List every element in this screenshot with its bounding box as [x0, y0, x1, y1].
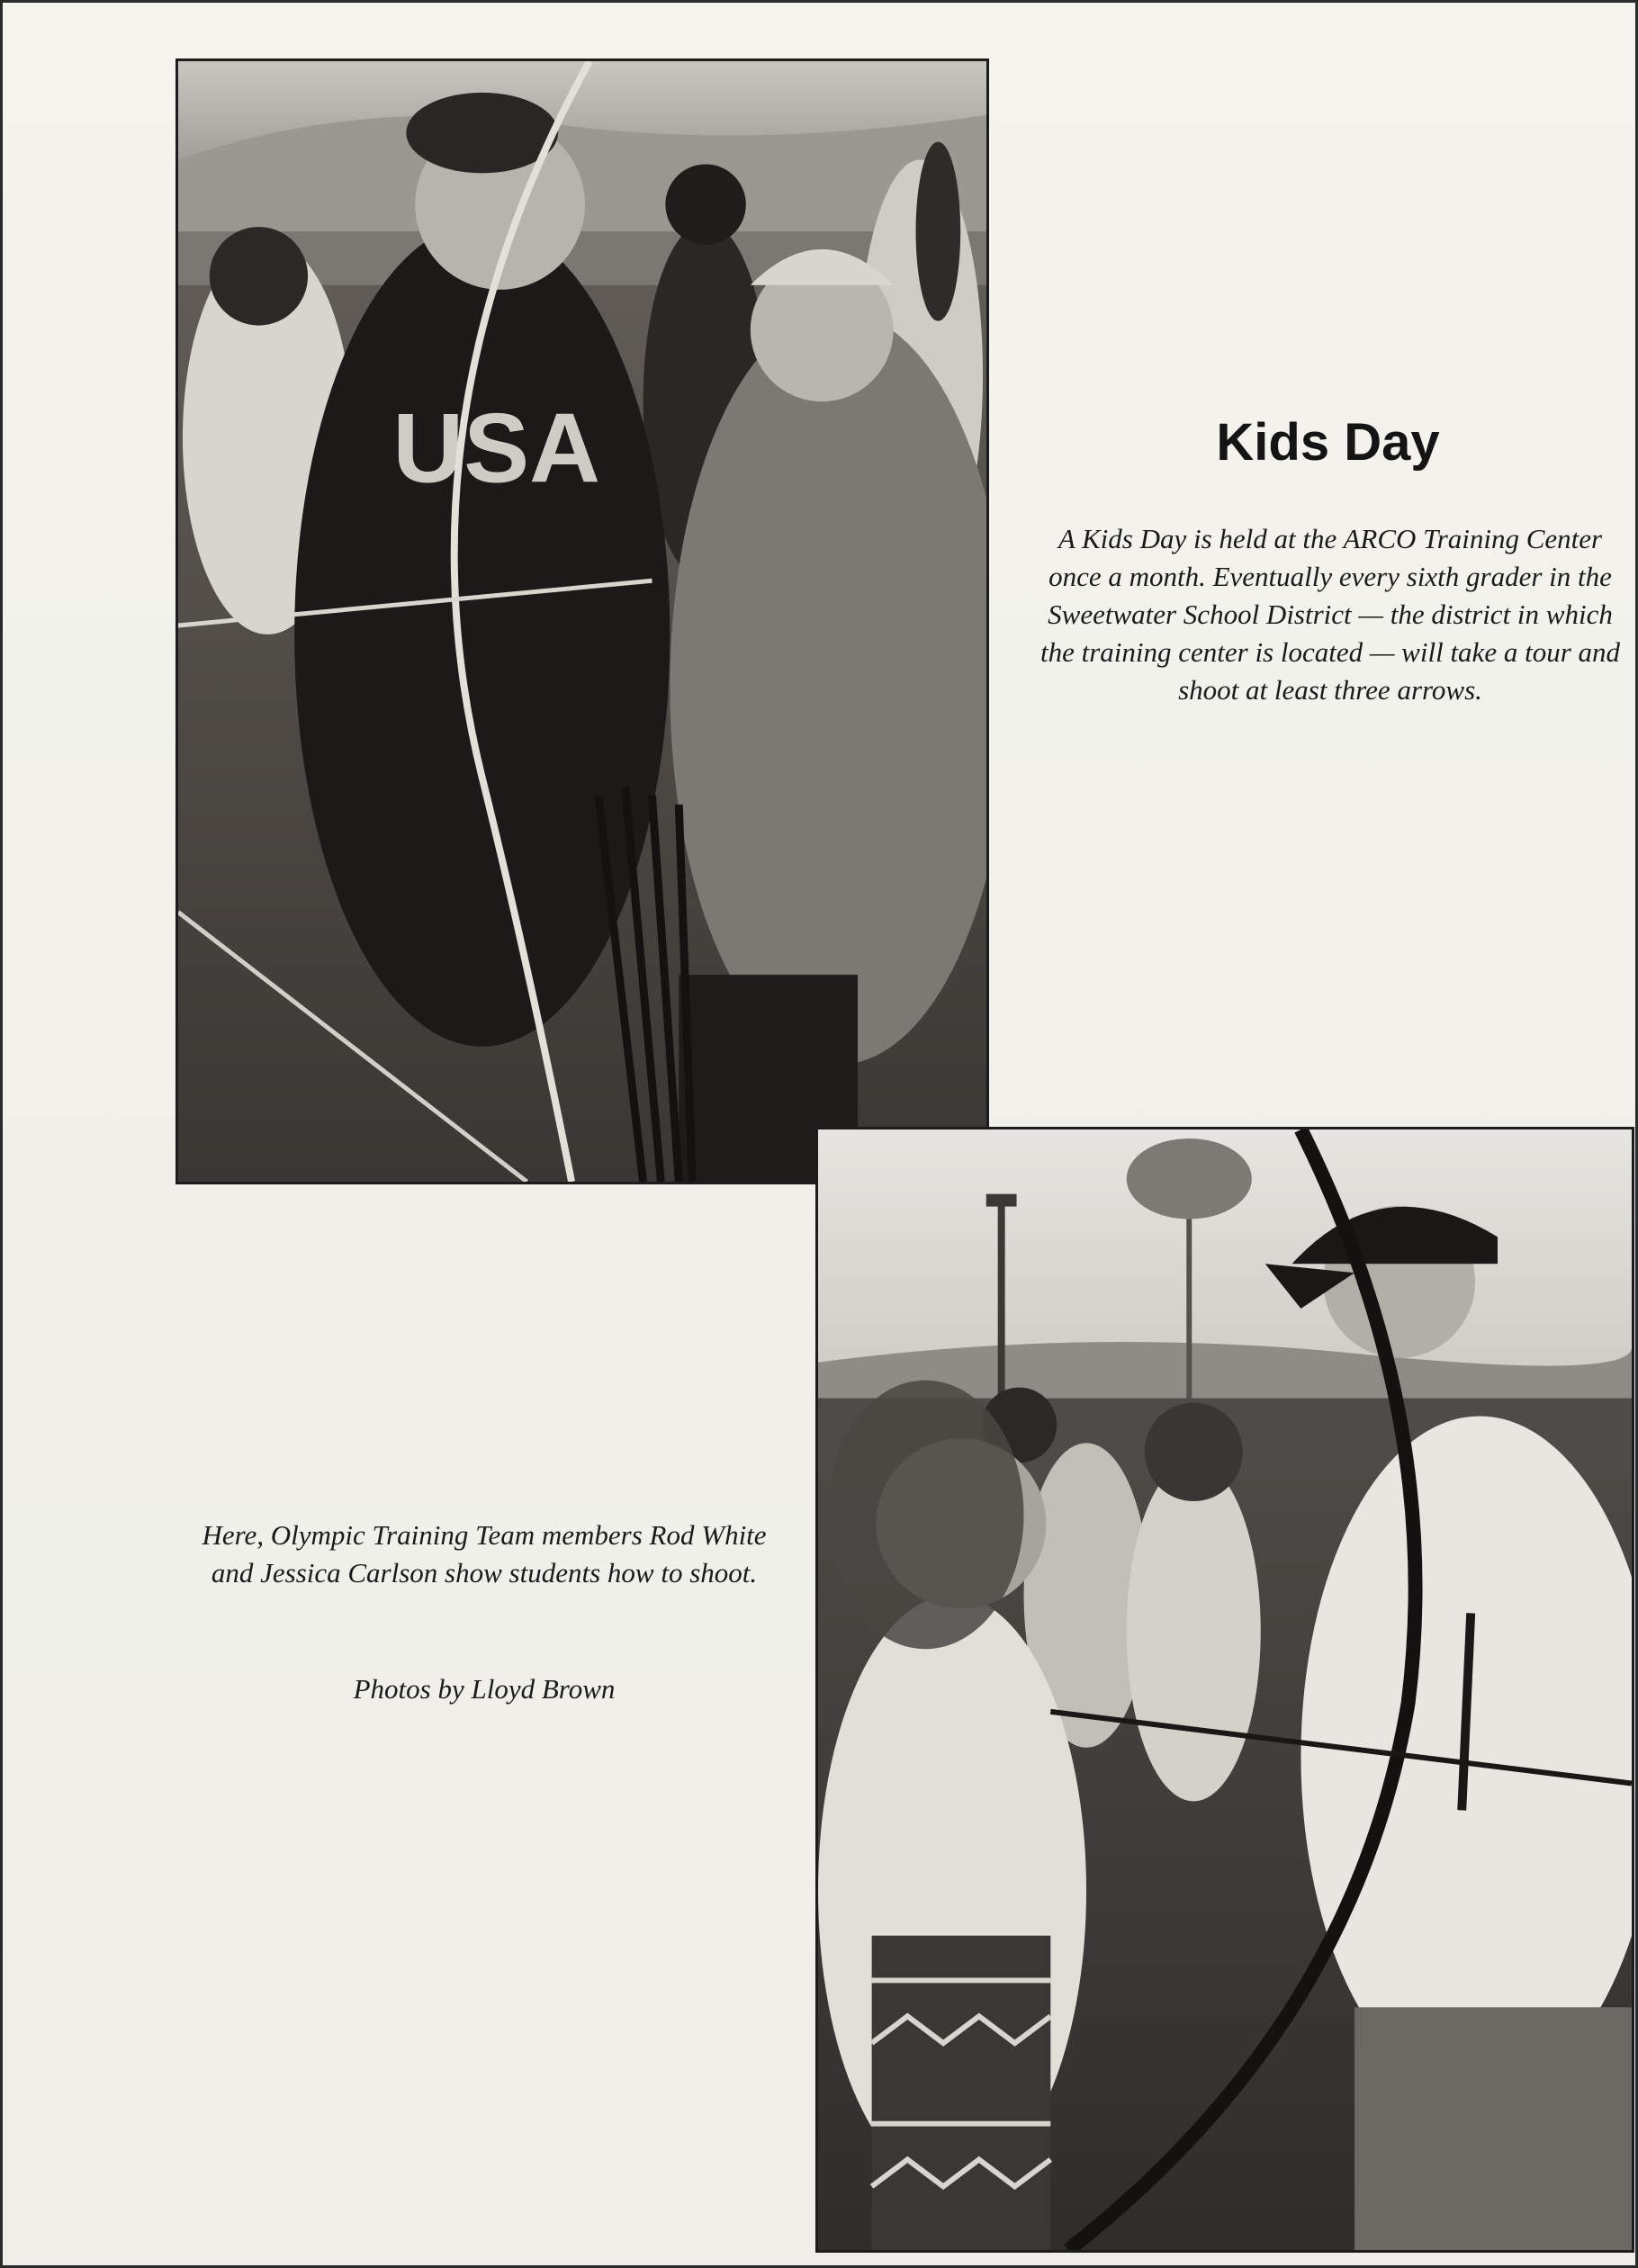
- article-body: A Kids Day is held at the ARCO Training Center once a month. Eventually every sixth grader in the Sweetwater School District — the district in which the training center is located — will take a tour and shoot at least three arrows.: [1040, 523, 1621, 706]
- svg-text:USA: USA: [392, 393, 601, 504]
- article-title: Kids Day: [1216, 413, 1440, 472]
- photo-credit: Photos by Lloyd Brown: [353, 1673, 616, 1705]
- photo-bottom-image: [818, 1130, 1632, 2250]
- photo-archery-lesson-bottom: [815, 1127, 1634, 2253]
- photo-top-image: [178, 61, 986, 1182]
- photo-caption: Here, Olympic Training Team members Rod White and Jessica Carlson show students how to shoot.: [202, 1519, 767, 1588]
- photo-archery-lesson-top: [176, 58, 989, 1184]
